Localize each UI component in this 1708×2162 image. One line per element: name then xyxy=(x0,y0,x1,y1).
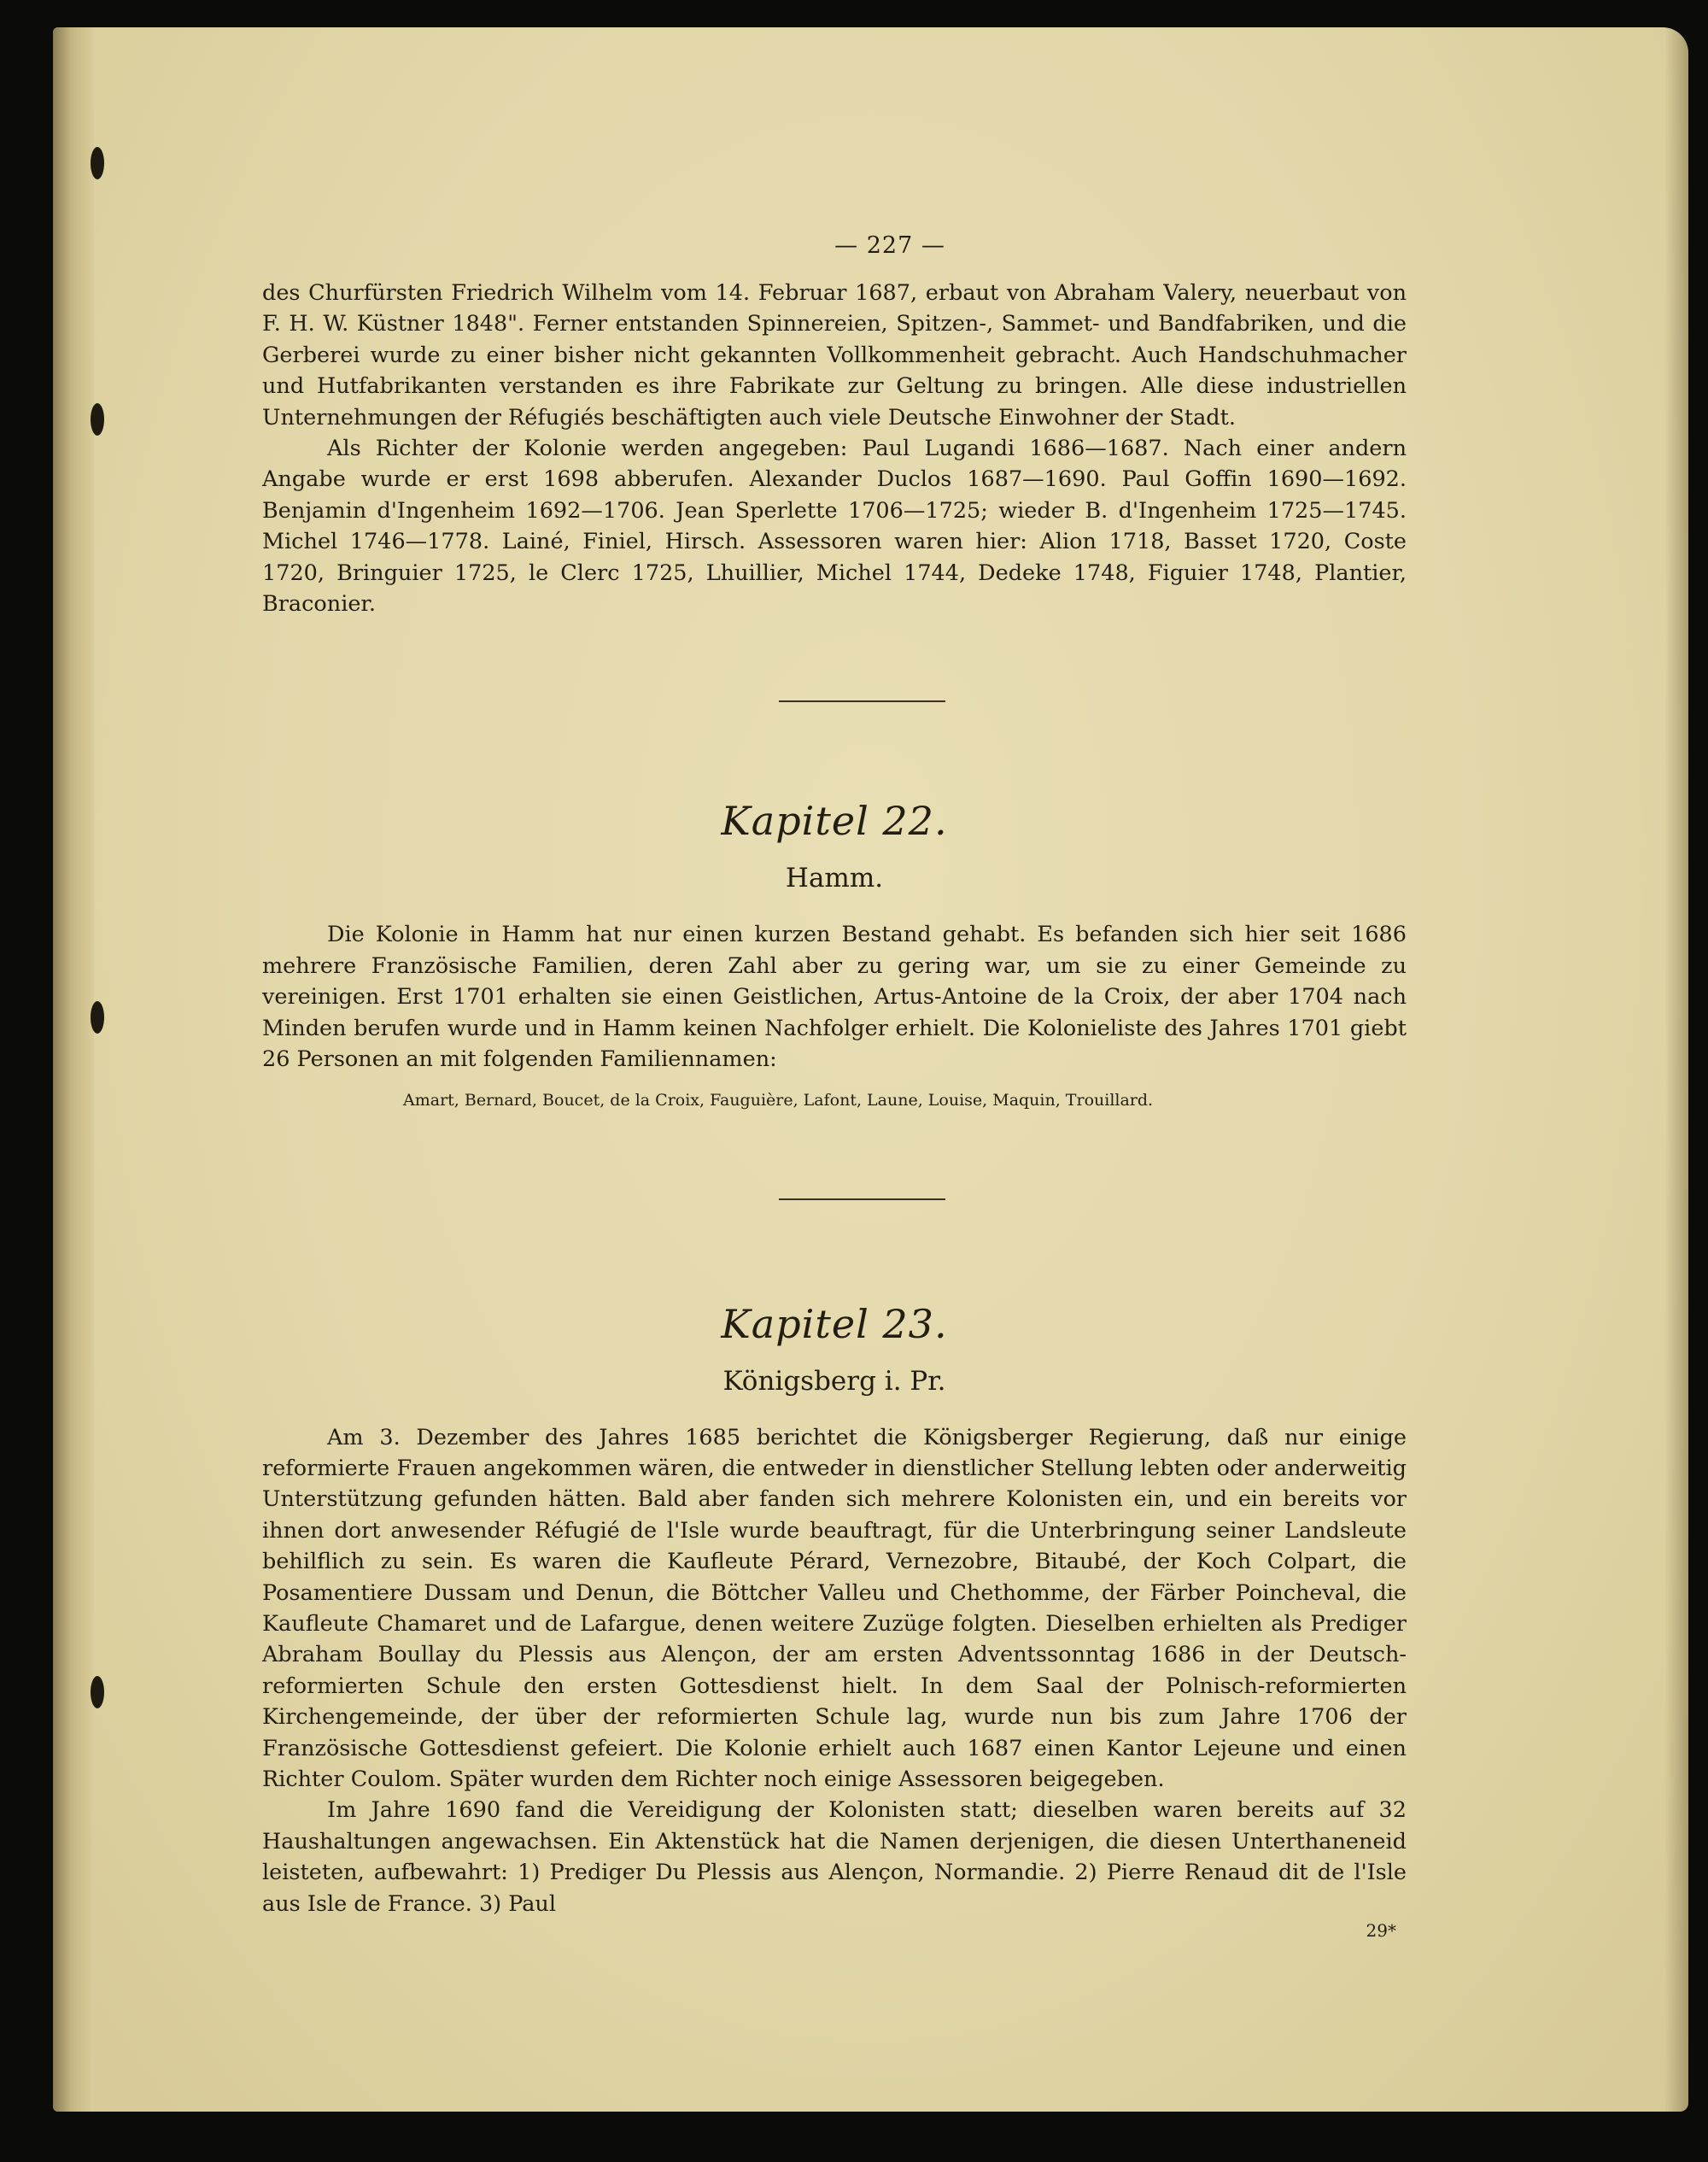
binding-stitch xyxy=(91,1676,104,1708)
richter-paragraph: Als Richter der Kolonie werden angegeben: Paul Lugandi 1686—1687. Nach einer andern Angabe wurde er erst 1698 abberufen. Alexander Duclos 1687—1690. Paul Goffin 1690—1692. Benjamin d'Ingenheim 1692—1706. Jean Sperlette 1706—1725; wieder B. d'Ingenheim 1725—1745. Michel 1746—1778. Lainé, Finiel, Hirsch. Assessoren waren hier: Alion 1718, Basset 1720, Coste 1720, Bringuier 1725, le Clerc 1725, Lhuillier, Michel 1744, Dedeke 1748, Figuier 1748, Plantier, Braconier. xyxy=(262,436,1407,618)
binding-stitch xyxy=(91,403,104,436)
page-edge-shadow xyxy=(1664,27,1688,2112)
chapter-23-heading: Kapitel 23. xyxy=(721,1300,948,1347)
section-divider xyxy=(779,700,945,702)
book-page xyxy=(53,27,1688,2112)
page-gutter xyxy=(53,27,94,2112)
page-content xyxy=(262,232,1407,1942)
chapter-23-city: Königsberg i. Pr. xyxy=(722,1365,946,1397)
family-names-list: Amart, Bernard, Boucet, de la Croix, Fauguière, Lafont, Laune, Louise, Maquin, Trouillard. xyxy=(403,1090,1154,1110)
chapter-22-heading: Kapitel 22. xyxy=(721,798,948,845)
chapter-22-body: Die Kolonie in Hamm hat nur einen kurzen Bestand gehabt. Es befanden sich hier seit 1686 mehrere Französische Familien, deren Zahl aber zu gering war, um sie zu einer Gemeinde zu vereinigen. Erst 1701 erhalten sie einen Geistlichen, Artus-Antoine de la Croix, der aber 1704 nach Minden berufen wurde und in Hamm keinen Nachfolger erhielt. Die Kolonieliste des Jahres 1701 giebt 26 Personen an mit folgenden Familiennamen: xyxy=(262,922,1407,1073)
chapter-23-body-1: Am 3. Dezember des Jahres 1685 berichtet die Königsberger Regierung, daß nur einige reformierte Frauen angekommen wären, die entweder in dienstlicher Stellung lebten oder anderweitig Unterstützung gefunden hätten. Bald aber fanden sich mehrere Kolonisten ein, und ein bereits vor ihnen dort anwesender Réfugié de l'Isle wurde beauftragt, für die Unterbringung seiner Landsleute behilflich zu sein. Es waren die Kaufleute Pérard, Vernezobre, Bitaubé, der Koch Colpart, die Posamentiere Dussam und Denun, die Böttcher Valleu und Chethomme, der Färber Poincheval, die Kaufleute Chamaret und de Lafargue, denen weitere Zuzüge folgten. Dieselben erhielten als Prediger Abraham Boullay du Plessis aus Alençon, der am ersten Adventssonntag 1686 in der Deutsch-reformierten Schule den ersten Gottesdienst hielt. In dem Saal der Polnisch-reformierten Kirchengemeinde, der über der reformierten Schule lag, wurde nun bis zum Jahre 1706 der Französische Gottesdienst gefeiert. Die Kolonie erhielt auch 1687 einen Kantor Lejeune und einen Richter Coulom. Später wurden dem Richter noch einige Assessoren beigegeben. xyxy=(262,1424,1407,1792)
binding-stitch xyxy=(91,1001,104,1034)
page-number: — 227 — xyxy=(834,232,945,259)
section-divider xyxy=(779,1198,945,1200)
signature-mark: 29* xyxy=(1366,1920,1396,1941)
intro-paragraph: des Churfürsten Friedrich Wilhelm vom 14. Februar 1687, erbaut von Abraham Valery, neuerbaut von F. H. W. Küstner 1848". Ferner entstanden Spinnereien, Spitzen-, Sammet- und Bandfabriken, und die Gerberei wurde zu einer bisher nicht gekannten Vollkommenheit gebracht. Auch Handschuhmacher und Hutfabrikanten verstanden es ihre Fabrikate zur Geltung zu bringen. Alle diese industriellen Unternehmungen der Réfugiés beschäftigten auch viele Deutsche Einwohner der Stadt. xyxy=(262,280,1407,431)
binding-stitch xyxy=(91,147,104,179)
chapter-23-body-2: Im Jahre 1690 fand die Vereidigung der Kolonisten statt; dieselben waren bereits auf 32 Haushaltungen angewachsen. Ein Aktenstück hat die Namen derjenigen, die diesen Unterthaneneid leisteten, aufbewahrt: 1) Prediger Du Plessis aus Alençon, Normandie. 2) Pierre Renaud dit de l'Isle aus Isle de France. 3) Paul xyxy=(262,1797,1407,1917)
chapter-22-city: Hamm. xyxy=(785,863,884,894)
